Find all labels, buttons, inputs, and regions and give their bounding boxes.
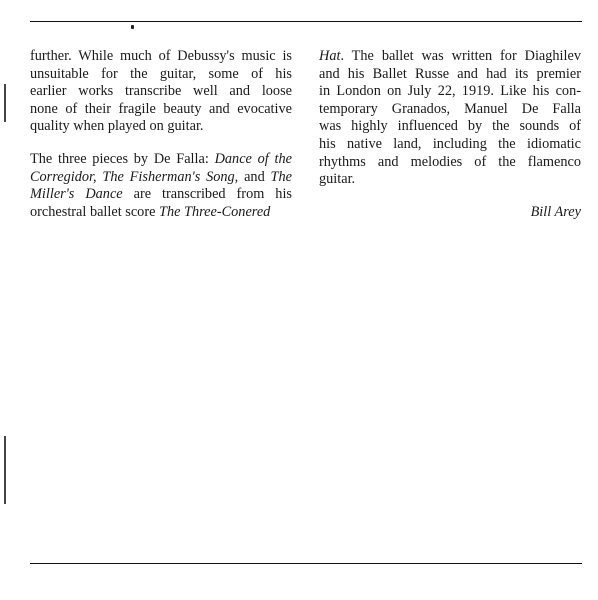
title-italic: Miller's Dance <box>30 186 123 203</box>
right-column <box>319 48 581 221</box>
text-line: earlier works transcribe well and loose <box>30 83 292 100</box>
title-italic: The Three-Conered <box>159 203 271 220</box>
text-line: quality when played on guitar. <box>30 118 204 135</box>
text-line <box>30 204 292 222</box>
left-column <box>30 48 292 236</box>
author-signature: Bill Arey <box>530 203 581 220</box>
text-run: and <box>238 168 271 185</box>
scan-edge-mark-upper <box>4 84 6 122</box>
text-run: . The ballet was written for Diaghilev <box>340 48 581 64</box>
text-line: his native land, including the idiomatic <box>319 135 581 152</box>
text-line: temporary Granados, Manuel De Falla <box>319 100 581 117</box>
text-line: further. While much of Debussy's music is <box>30 48 292 64</box>
text-line: was highly influenced by the sounds of <box>319 118 581 135</box>
bottom-rule <box>30 563 582 564</box>
text-line <box>319 48 581 66</box>
title-italic: Corregidor, The Fisherman's Song, <box>30 168 239 185</box>
text-run: are transcribed from his <box>122 186 292 203</box>
title-italic: Dance of the <box>214 150 292 167</box>
scan-speck <box>131 25 134 29</box>
title-italic: The <box>270 168 292 185</box>
top-rule <box>30 21 582 22</box>
text-line <box>30 186 292 204</box>
de-falla-paragraph <box>30 151 292 221</box>
text-line: unsuitable for the guitar, some of his <box>30 65 292 82</box>
text-line: guitar. <box>319 171 356 188</box>
text-line: in London on July 22, 1919. Like his con- <box>319 83 581 100</box>
text-line <box>30 169 292 187</box>
debussy-paragraph <box>30 48 292 136</box>
ballet-paragraph <box>319 48 581 189</box>
title-italic: Hat <box>319 48 341 64</box>
text-line: rhythms and melodies of the flamenco <box>319 153 581 170</box>
scan-edge-mark-lower <box>4 436 6 504</box>
text-line: none of their fragile beauty and evocative <box>30 100 292 117</box>
text-line: and his Ballet Russe and had its premier <box>319 65 581 82</box>
text-run: The three pieces by De Falla: <box>30 150 215 167</box>
text-run: orchestral ballet score <box>30 203 160 220</box>
text-line <box>30 151 292 169</box>
